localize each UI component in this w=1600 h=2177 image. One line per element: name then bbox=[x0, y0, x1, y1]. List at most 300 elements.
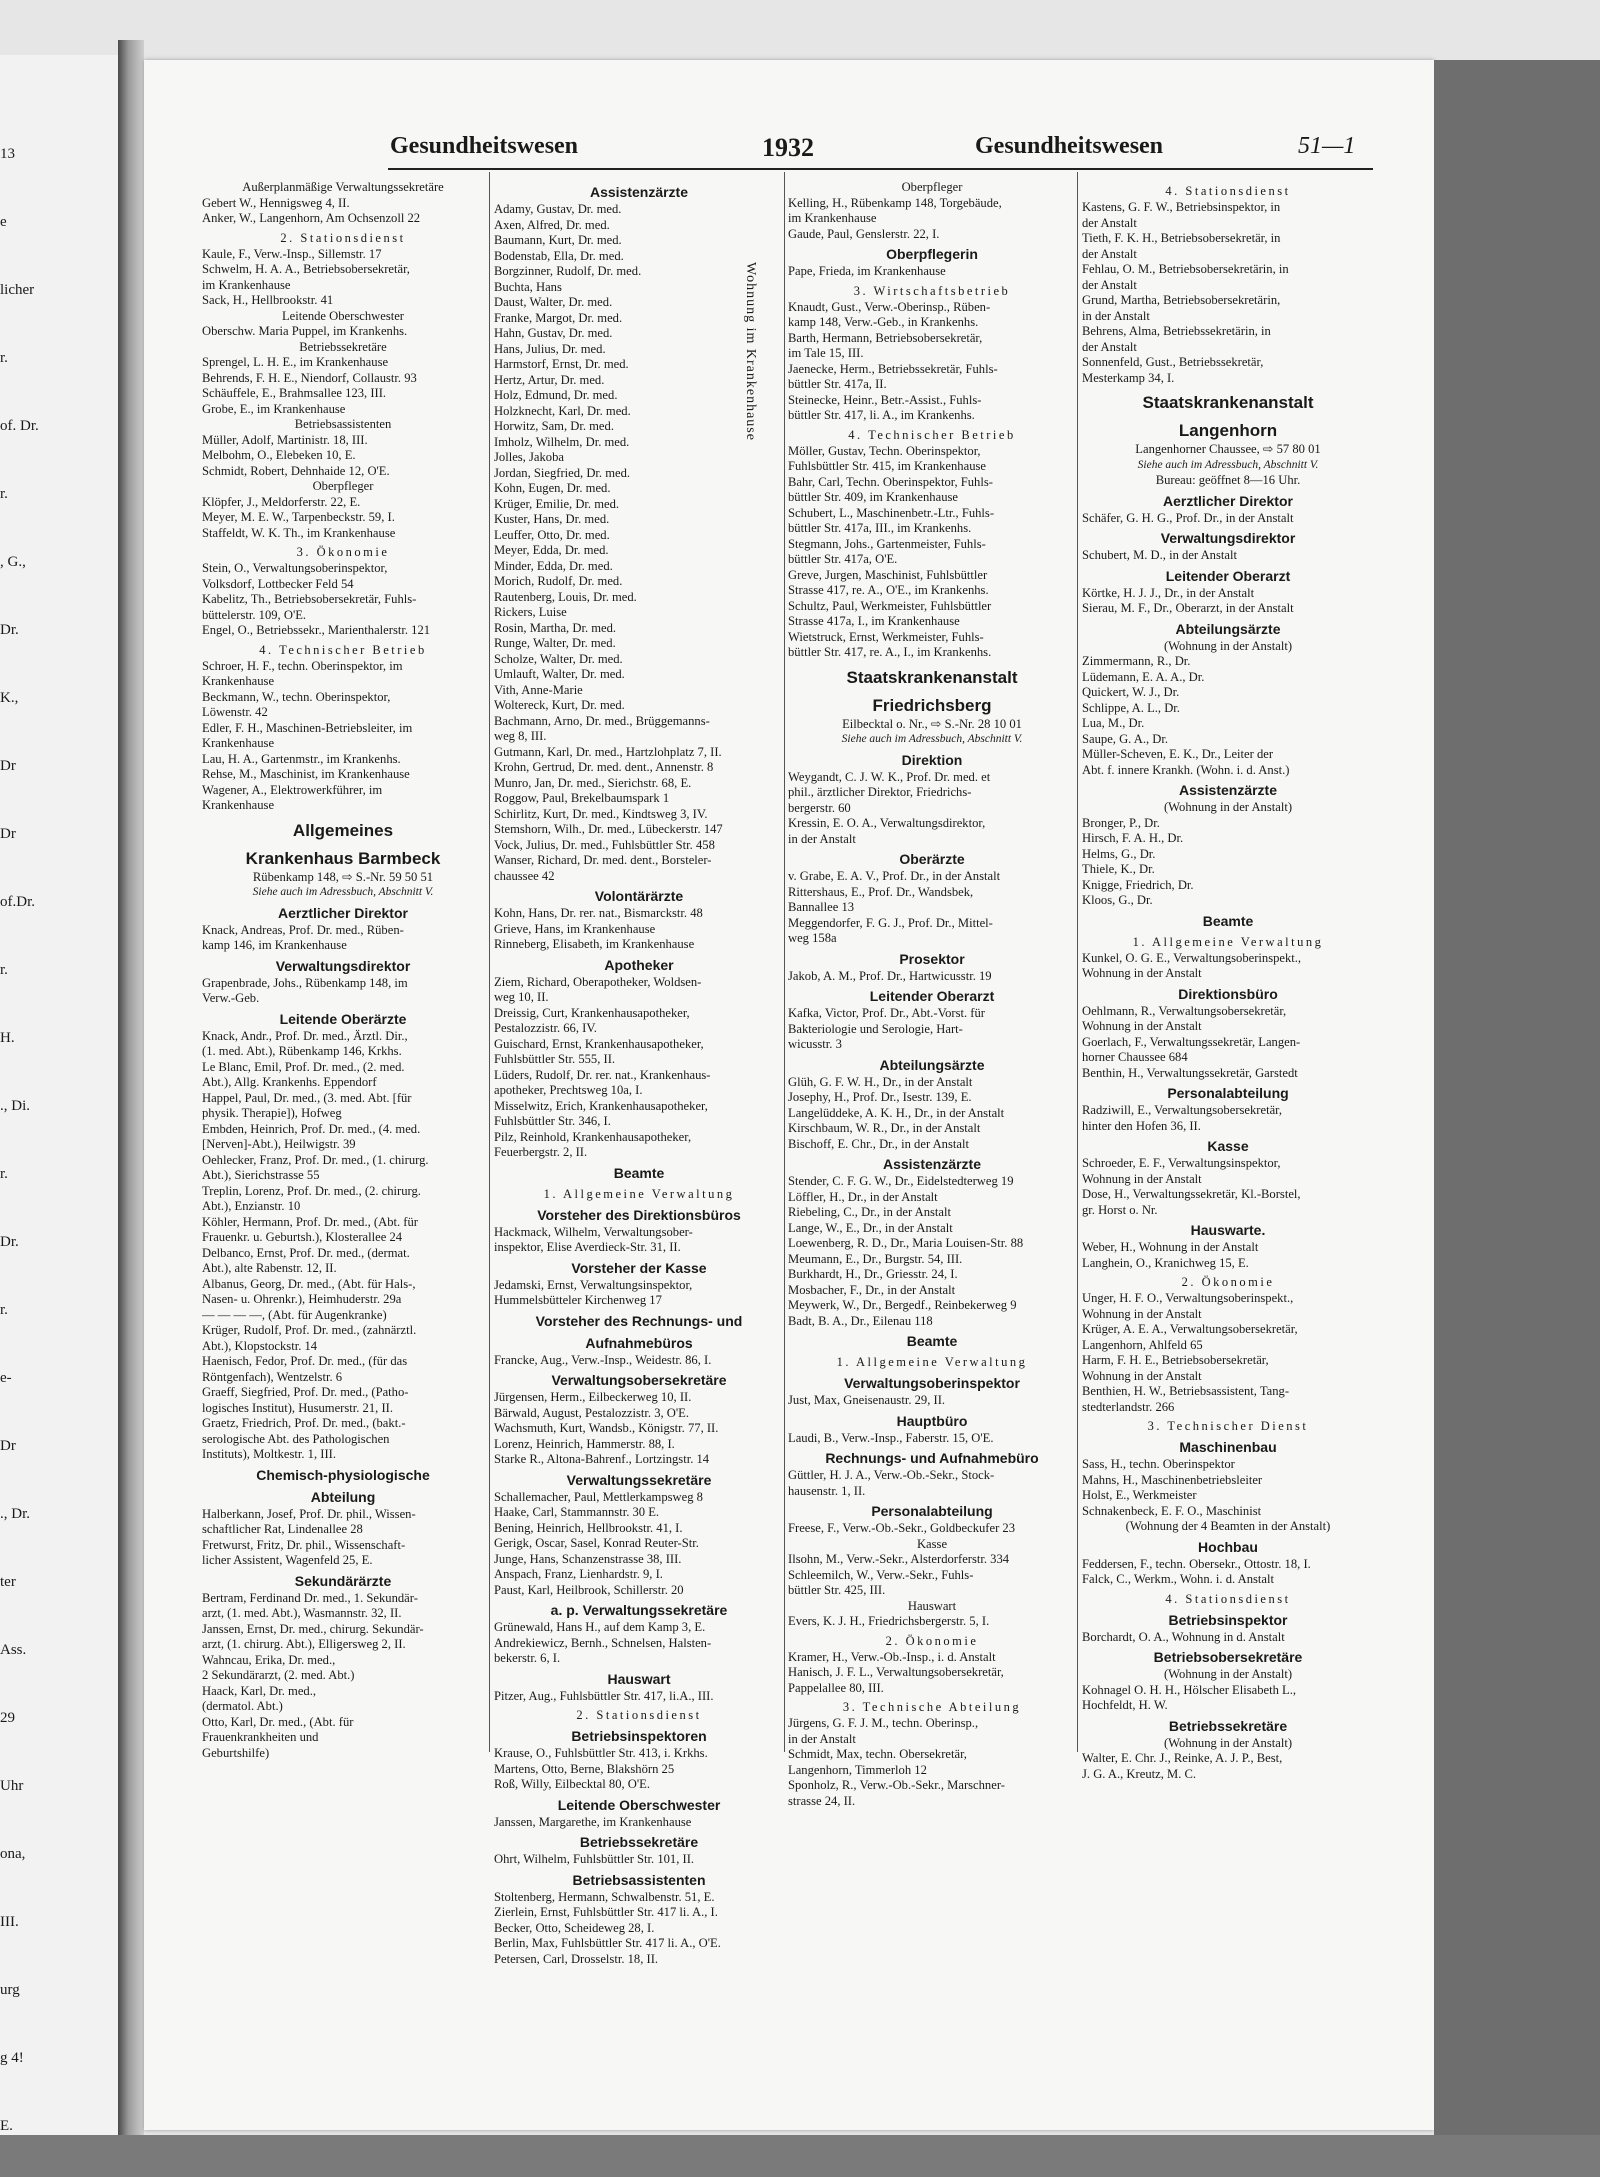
list-entry: licher Assistent, Wagenfeld 25, E. bbox=[202, 1553, 373, 1567]
institution-title: Allgemeines bbox=[292, 820, 394, 840]
list-entry: Halberkann, Josef, Prof. Dr. phil., Wissen- bbox=[202, 1506, 416, 1521]
list-entry: Instituts), Moltkestr. 1, III. bbox=[202, 1447, 336, 1461]
left-page-text: Ass. bbox=[0, 1642, 27, 1658]
list-entry: Meyer, M. E. W., Tarpenbeckstr. 59, I. bbox=[202, 510, 395, 524]
list-entry: stedterlandstr. 266 bbox=[1082, 1399, 1175, 1414]
list-entry: Umlauft, Walter, Dr. med. bbox=[494, 667, 625, 681]
list-entry: Gebert W., Hennigsweg 4, II. bbox=[202, 195, 350, 210]
subsection-heading: Siehe auch im Adressbuch, Abschnitt V. bbox=[841, 733, 1023, 745]
list-entry: Janssen, Ernst, Dr. med., chirurg. Sekundär- bbox=[202, 1621, 424, 1636]
list-entry: Bronger, P., Dr. bbox=[1082, 815, 1160, 830]
subsection-heading: Siehe auch im Adressbuch, Abschnitt V. bbox=[252, 886, 434, 898]
list-entry: in der Anstalt bbox=[1082, 308, 1150, 323]
list-entry: Kuster, Hans, Dr. med. bbox=[494, 512, 610, 526]
list-entry: Ilsohn, M., Verw.-Sekr., Alsterdorferstr. 334 bbox=[788, 1552, 1010, 1566]
section-heading: Hauswarte. bbox=[1190, 1222, 1266, 1238]
list-entry: Steinecke, Heinr., Betr.-Assist., Fuhls- bbox=[788, 392, 982, 407]
list-entry: Adamy, Gustav, Dr. med. bbox=[494, 202, 622, 216]
left-page-text: e bbox=[0, 214, 7, 230]
list-entry: büttler Str. 417, re. A., I., im Krankenhs. bbox=[788, 645, 992, 659]
list-entry: Wanser, Richard, Dr. med. dent., Borsteler- bbox=[494, 853, 712, 867]
subsection-heading: (Wohnung in der Anstalt) bbox=[1163, 800, 1293, 814]
list-entry: Lüders, Rudolf, Dr. rer. nat., Krankenhaus- bbox=[494, 1067, 711, 1082]
list-entry: Jaenecke, Herm., Betriebssekretär, Fuhls- bbox=[788, 361, 998, 376]
list-entry: Stender, C. F. G. W., Dr., Eidelstedterweg 19 bbox=[788, 1174, 1014, 1188]
subsection-heading: 1. Allgemeine Verwaltung bbox=[1132, 934, 1324, 949]
list-entry: Schroer, H. F., techn. Oberinspektor, im bbox=[202, 658, 403, 673]
list-entry: kamp 148, Verw.-Geb., in Krankenhs. bbox=[788, 315, 979, 329]
list-entry: Thiele, K., Dr. bbox=[1082, 862, 1155, 876]
list-entry: Francke, Aug., Verw.-Insp., Weidestr. 86, I. bbox=[494, 1352, 712, 1367]
list-entry: Janssen, Margarethe, im Krankenhause bbox=[494, 1814, 692, 1829]
list-entry: (1. med. Abt.), Rübenkamp 146, Krkhs. bbox=[202, 1044, 402, 1058]
subsection-heading: 4. Technischer Betrieb bbox=[848, 427, 1016, 442]
left-page-text: 29 bbox=[0, 1710, 15, 1726]
list-entry: Buchta, Hans bbox=[494, 279, 562, 294]
left-page-text: r. bbox=[0, 350, 8, 366]
list-entry: Wohnung in der Anstalt bbox=[1082, 1171, 1202, 1186]
institution-title: Staatskrankenanstalt bbox=[1142, 393, 1314, 412]
list-entry: Laudi, B., Verw.-Insp., Faberstr. 15, O'E. bbox=[788, 1430, 994, 1445]
list-entry: bekerstr. 6, I. bbox=[494, 1651, 561, 1665]
list-entry: Knaudt, Gust., Verw.-Oberinsp., Rüben- bbox=[788, 299, 991, 314]
list-entry: Weber, H., Wohnung in der Anstalt bbox=[1082, 1240, 1259, 1254]
subsection-heading: (Wohnung in der Anstalt) bbox=[1163, 1667, 1293, 1681]
list-entry: weg 10, II. bbox=[494, 990, 549, 1004]
list-entry: v. Grabe, E. A. V., Prof. Dr., in der Anstalt bbox=[788, 869, 1001, 883]
list-entry: Hertz, Artur, Dr. med. bbox=[494, 372, 605, 387]
list-entry: Saupe, G. A., Dr. bbox=[1082, 731, 1169, 746]
list-entry: büttler Str. 425, III. bbox=[788, 1583, 886, 1597]
list-entry: Pitzer, Aug., Fuhlsbüttler Str. 417, li.A., III. bbox=[494, 1688, 714, 1703]
list-entry: Kressin, E. O. A., Verwaltungsdirektor, bbox=[788, 816, 986, 830]
left-page-text: K., bbox=[0, 690, 19, 706]
list-entry: Horwitz, Sam, Dr. med. bbox=[494, 419, 614, 433]
list-entry: Haenisch, Fedor, Prof. Dr. med., (für das bbox=[202, 1354, 408, 1368]
list-entry: Wagener, A., Elektrowerkführer, im bbox=[202, 782, 383, 797]
list-entry: Holzknecht, Karl, Dr. med. bbox=[494, 403, 631, 418]
list-entry: Möller, Gustav, Techn. Oberinspektor, bbox=[788, 443, 981, 458]
list-entry: im Tale 15, III. bbox=[788, 346, 864, 360]
list-entry: Tieth, F. K. H., Betriebsobersekretär, in bbox=[1082, 231, 1281, 245]
list-entry: Gutmann, Karl, Dr. med., Hartzlohplatz 7, II. bbox=[494, 744, 722, 759]
list-entry: Happel, Paul, Dr. med., (3. med. Abt. [für bbox=[202, 1090, 412, 1105]
list-entry: Stein, O., Verwaltungsoberinspektor, bbox=[202, 561, 388, 575]
list-entry: in der Anstalt bbox=[788, 831, 856, 846]
list-entry: Anker, W., Langenhorn, Am Ochsenzoll 22 bbox=[202, 211, 421, 225]
list-entry: Le Blanc, Emil, Prof. Dr. med., (2. med. bbox=[202, 1059, 405, 1074]
section-heading: Hauswart bbox=[607, 1670, 671, 1687]
list-entry: Paust, Karl, Heilbrook, Schillerstr. 20 bbox=[494, 1582, 684, 1597]
list-entry: Benthin, H., Verwaltungssekretär, Garstedt bbox=[1082, 1065, 1298, 1080]
list-entry: Falck, C., Werkm., Wohn. i. d. Anstalt bbox=[1082, 1572, 1275, 1586]
list-entry: Jürgensen, Herm., Eilbeckerweg 10, II. bbox=[494, 1390, 692, 1404]
section-heading: Chemisch-physiologische bbox=[256, 1466, 430, 1483]
list-entry: Wietstruck, Ernst, Werkmeister, Fuhls- bbox=[788, 629, 984, 644]
list-entry: Knack, Andr., Prof. Dr. med., Ärztl. Dir., bbox=[202, 1028, 408, 1043]
section-heading: Prosektor bbox=[899, 950, 965, 967]
page-header bbox=[390, 133, 1370, 169]
section-heading: Verwaltungsobersekretäre bbox=[551, 1372, 727, 1388]
section-heading: Hauptbüro bbox=[896, 1412, 968, 1429]
list-entry: hinter den Hofen 36, II. bbox=[1082, 1118, 1201, 1133]
book-gutter bbox=[118, 40, 144, 2150]
list-entry: Sierau, M. F., Dr., Oberarzt, in der Anstalt bbox=[1082, 601, 1294, 615]
section-heading: Aerztlicher Direktor bbox=[278, 904, 408, 921]
left-page-text: Dr. bbox=[0, 622, 19, 638]
list-entry: Treplin, Lorenz, Prof. Dr. med., (2. chirurg. bbox=[202, 1183, 421, 1198]
list-entry: Geburtshilfe) bbox=[202, 1745, 270, 1760]
list-entry: Mosbacher, F., Dr., in der Anstalt bbox=[788, 1282, 956, 1297]
section-heading: Vorsteher des Rechnungs- und bbox=[535, 1312, 743, 1329]
list-entry: kamp 146, im Krankenhause bbox=[202, 938, 347, 952]
list-entry: Embden, Heinrich, Prof. Dr. med., (4. med. bbox=[202, 1121, 421, 1136]
list-entry: Müller, Adolf, Martinistr. 18, III. bbox=[202, 432, 368, 447]
list-entry: Schäuffele, E., Brahmsallee 123, III. bbox=[202, 386, 387, 400]
list-entry: Wohnung in der Anstalt bbox=[1082, 1368, 1202, 1383]
list-entry: Langenhorn, Ahlfeld 65 bbox=[1082, 1337, 1203, 1352]
column-3 bbox=[788, 180, 1076, 1809]
section-heading: Verwaltungsdirektor bbox=[1160, 530, 1296, 546]
list-entry: Rickers, Luise bbox=[494, 605, 567, 619]
list-entry: Schubert, M. D., in der Anstalt bbox=[1082, 548, 1237, 562]
list-entry: wicusstr. 3 bbox=[788, 1037, 842, 1051]
list-entry: Schroeder, E. F., Verwaltungsinspektor, bbox=[1082, 1156, 1281, 1170]
section-heading: Verwaltungsdirektor bbox=[275, 957, 411, 974]
subsection-heading: Langenhorner Chaussee, ⇨ 57 80 01 bbox=[1135, 442, 1321, 456]
list-entry: Jürgens, G. F. J. M., techn. Oberinsp., bbox=[788, 1716, 979, 1730]
subsection-heading: 3. Wirtschaftsbetrieb bbox=[853, 283, 1011, 298]
header-year: 1932 bbox=[762, 133, 814, 162]
left-page-text: H. bbox=[0, 1030, 15, 1046]
list-entry: Burkhardt, H., Dr., Griesstr. 24, I. bbox=[788, 1267, 958, 1281]
list-entry: Rosin, Martha, Dr. med. bbox=[494, 620, 617, 635]
list-entry: Frauenkrankheiten und bbox=[202, 1730, 319, 1744]
scan-border-bottom bbox=[0, 2135, 1600, 2177]
left-page-text: r. bbox=[0, 1166, 8, 1182]
list-entry: Kohn, Eugen, Dr. med. bbox=[494, 481, 611, 495]
left-page-text: of.Dr. bbox=[0, 894, 35, 910]
list-entry: Meggendorfer, F. G. J., Prof. Dr., Mittel- bbox=[788, 915, 993, 930]
list-entry: Kabelitz, Th., Betriebsobersekretär, Fuhls- bbox=[202, 592, 417, 606]
left-page-text: ter bbox=[0, 1574, 16, 1590]
list-entry: Gaude, Paul, Genslerstr. 22, I. bbox=[788, 226, 940, 241]
section-heading: Assistenzärzte bbox=[1178, 782, 1278, 798]
list-entry: Lange, W., E., Dr., in der Anstalt bbox=[788, 1220, 953, 1235]
list-entry: apotheker, Prechtsweg 10a, I. bbox=[494, 1083, 643, 1097]
section-heading: Leitender Oberarzt bbox=[869, 988, 995, 1004]
subsection-heading: Betriebsassistenten bbox=[294, 417, 392, 431]
subsection-heading: Leitende Oberschwester bbox=[281, 308, 405, 323]
list-entry: Sass, H., techn. Oberinspektor bbox=[1082, 1457, 1235, 1471]
list-entry: Josephy, H., Prof. Dr., Isestr. 139, E. bbox=[788, 1090, 972, 1104]
list-entry: Sack, H., Hellbrookstr. 41 bbox=[202, 293, 334, 307]
list-entry: Sonnenfeld, Gust., Betriebssekretär, bbox=[1082, 355, 1264, 369]
list-entry: Körtke, H. J. J., Dr., in der Anstalt bbox=[1082, 585, 1255, 600]
list-entry: Haake, Carl, Stammannstr. 30 E. bbox=[494, 1505, 660, 1519]
list-entry: Radziwill, E., Verwaltungsobersekretär, bbox=[1082, 1103, 1283, 1117]
list-entry: Hans, Julius, Dr. med. bbox=[494, 341, 606, 356]
list-entry: Strasse 417, re. A., O'E., im Krankenhs. bbox=[788, 583, 989, 597]
list-entry: Fretwurst, Fritz, Dr. phil., Wissenschaft- bbox=[202, 1537, 406, 1552]
subsection-heading: 1. Allgemeine Verwaltung bbox=[543, 1186, 735, 1201]
list-entry: Albanus, Georg, Dr. med., (Abt. für Hals-, bbox=[202, 1276, 416, 1291]
subsection-heading: Hauswart bbox=[907, 1598, 957, 1613]
section-heading: Vorsteher der Kasse bbox=[571, 1259, 707, 1276]
subsection-heading: Oberpfleger bbox=[312, 479, 374, 493]
institution-title: Langenhorn bbox=[1178, 421, 1278, 440]
list-entry: Rautenberg, Louis, Dr. med. bbox=[494, 589, 637, 604]
list-entry: Zimmermann, R., Dr. bbox=[1082, 654, 1191, 668]
list-entry: Dose, H., Verwaltungssekretär, Kl.-Borstel, bbox=[1082, 1187, 1301, 1201]
list-entry: Badt, B. A., Dr., Eilenau 118 bbox=[788, 1313, 933, 1328]
list-entry: Bening, Heinrich, Hellbrookstr. 41, I. bbox=[494, 1520, 683, 1535]
list-entry: Holz, Edmund, Dr. med. bbox=[494, 388, 618, 402]
subsection-heading: 3. Ökonomie bbox=[296, 545, 390, 559]
institution-title: Staatskrankenanstalt bbox=[846, 667, 1018, 687]
section-heading: Leitende Oberschwester bbox=[557, 1796, 721, 1813]
section-heading: Oberärzte bbox=[899, 851, 965, 867]
list-entry: gr. Horst o. Nr. bbox=[1082, 1202, 1158, 1217]
list-entry: Harm, F. H. E., Betriebsobersekretär, bbox=[1082, 1353, 1269, 1367]
list-entry: Munro, Jan, Dr. med., Sierichstr. 68, E. bbox=[494, 775, 692, 790]
left-page-text: III. bbox=[0, 1914, 19, 1930]
section-heading: Personalabteilung bbox=[1167, 1085, 1289, 1101]
section-heading: Maschinenbau bbox=[1179, 1439, 1277, 1455]
list-entry: Zierlein, Ernst, Fuhlsbüttler Str. 417 li. A., I. bbox=[494, 1905, 718, 1919]
section-heading: Leitende Oberärzte bbox=[279, 1010, 407, 1027]
list-entry: Dreissig, Curt, Krankenhausapotheker, bbox=[494, 1005, 690, 1020]
list-entry: Kelling, H., Rübenkamp 148, Torgebäude, bbox=[788, 195, 1002, 210]
list-entry: Grobe, E., im Krankenhause bbox=[202, 401, 346, 416]
list-entry: Lüdemann, E. A. A., Dr. bbox=[1082, 669, 1205, 684]
list-entry: Schnakenbeck, E. F. O., Maschinist bbox=[1082, 1503, 1262, 1518]
header-left-title: Gesundheitswesen bbox=[390, 133, 579, 159]
list-entry: [Nerven]-Abt.), Heilwigstr. 39 bbox=[202, 1137, 356, 1151]
list-entry: Nasen- u. Ohrenkr.), Heimhuderstr. 29a bbox=[202, 1292, 402, 1306]
left-page-text: r. bbox=[0, 962, 8, 978]
section-heading: a. p. Verwaltungssekretäre bbox=[550, 1602, 728, 1618]
list-entry: Roß, Willy, Eilbecktal 80, O'E. bbox=[494, 1777, 651, 1791]
subsection-heading: (Wohnung in der Anstalt) bbox=[1163, 638, 1293, 653]
subsection-heading: 3. Technische Abteilung bbox=[842, 1700, 1022, 1714]
list-entry: Meywerk, W., Dr., Bergedf., Reinbekerweg 9 bbox=[788, 1298, 1017, 1312]
subsection-heading: Außerplanmäßige Verwaltungssekretäre bbox=[242, 180, 444, 194]
list-entry: Melbohm, O., Elebeken 10, E. bbox=[202, 448, 356, 462]
list-entry: Leuffer, Otto, Dr. med. bbox=[494, 527, 610, 542]
section-heading: Verwaltungssekretäre bbox=[566, 1471, 712, 1488]
list-entry: Holst, E., Werkmeister bbox=[1082, 1488, 1197, 1502]
list-entry: Krüger, Rudolf, Prof. Dr. med., (zahnärztl. bbox=[202, 1323, 417, 1337]
section-heading: Abteilungsärzte bbox=[879, 1056, 985, 1073]
list-entry: Langenhorn, Timmerloh 12 bbox=[788, 1762, 927, 1777]
list-entry: Kohnagel O. H. H., Hölscher Elisabeth L., bbox=[1082, 1682, 1297, 1697]
list-entry: Runge, Walter, Dr. med. bbox=[494, 636, 616, 650]
left-page-text: 13 bbox=[0, 146, 15, 162]
section-heading: Apotheker bbox=[604, 956, 674, 973]
list-entry: Quickert, W. J., Dr. bbox=[1082, 685, 1180, 699]
list-entry: Schwelm, H. A. A., Betriebsobersekretär, bbox=[202, 262, 410, 276]
list-entry: der Anstalt bbox=[1082, 246, 1137, 261]
left-page-text: e- bbox=[0, 1370, 12, 1386]
subsection-heading: 3. Technischer Dienst bbox=[1147, 1419, 1309, 1433]
subsection-heading: Bureau: geöffnet 8—16 Uhr. bbox=[1155, 473, 1301, 487]
list-entry: Krankenhause bbox=[202, 674, 275, 688]
list-entry: Pilz, Reinhold, Krankenhausapotheker, bbox=[494, 1129, 692, 1144]
left-page-text: Dr bbox=[0, 826, 16, 842]
list-entry: Haack, Karl, Dr. med., bbox=[202, 1683, 317, 1698]
list-entry: Borchardt, O. A., Wohnung in d. Anstalt bbox=[1082, 1629, 1285, 1644]
list-entry: Staffeldt, W. K. Th., im Krankenhause bbox=[202, 525, 396, 540]
list-entry: Riebeling, C., Dr., in der Anstalt bbox=[788, 1205, 952, 1219]
list-entry: — — — —, (Abt. für Augenkranke) bbox=[202, 1307, 387, 1322]
list-entry: Kastens, G. F. W., Betriebsinspektor, in bbox=[1082, 200, 1281, 214]
page-number: 51—1 bbox=[1298, 133, 1356, 159]
list-entry: Bahr, Carl, Techn. Oberinspektor, Fuhls- bbox=[788, 474, 993, 489]
list-entry: Schirlitz, Kurt, Dr. med., Kindtsweg 3, IV. bbox=[494, 806, 708, 821]
column-divider bbox=[489, 172, 490, 1752]
list-entry: Frauenkr. u. Geburtsh.), Klosterallee 24 bbox=[202, 1230, 403, 1244]
subsection-heading: (Wohnung der 4 Beamten in der Anstalt) bbox=[1125, 1519, 1331, 1533]
list-entry: Feddersen, F., techn. Obersekr., Ottostr. 18, I. bbox=[1082, 1556, 1311, 1571]
subsection-heading: Rübenkamp 148, ⇨ S.-Nr. 59 50 51 bbox=[252, 869, 434, 884]
list-entry: logisches Institut), Husumerstr. 21, II. bbox=[202, 1400, 393, 1415]
list-entry: serologische Abt. des Pathologischen bbox=[202, 1431, 390, 1446]
list-entry: im Krankenhause bbox=[202, 277, 291, 292]
list-entry: Meyer, Edda, Dr. med. bbox=[494, 543, 609, 557]
list-entry: Hanisch, J. F. L., Verwaltungsobersekretär, bbox=[788, 1665, 1004, 1679]
list-entry: Rehse, M., Maschinist, im Krankenhause bbox=[202, 767, 410, 781]
list-entry: Goerlach, F., Verwaltungssekretär, Langen- bbox=[1082, 1034, 1301, 1049]
list-entry: Andrekiewicz, Bernh., Schnelsen, Halsten- bbox=[494, 1635, 712, 1650]
section-heading: Aerztlicher Direktor bbox=[1163, 492, 1293, 509]
section-heading: Direktionsbüro bbox=[1178, 985, 1278, 1002]
list-entry: Beckmann, W., techn. Oberinspektor, bbox=[202, 689, 391, 704]
list-entry: Franke, Margot, Dr. med. bbox=[494, 310, 623, 325]
list-entry: chaussee 42 bbox=[494, 868, 555, 883]
list-entry: Ohrt, Wilhelm, Fuhlsbüttler Str. 101, II. bbox=[494, 1852, 695, 1866]
list-entry: Schmidt, Robert, Dehnhaide 12, O'E. bbox=[202, 463, 390, 478]
list-entry: (dermatol. Abt.) bbox=[202, 1699, 283, 1713]
list-entry: Pape, Frieda, im Krankenhause bbox=[788, 264, 946, 278]
list-entry: Langelüddeke, A. K. H., Dr., in der Anstalt bbox=[788, 1105, 1005, 1120]
list-entry: Kafka, Victor, Prof. Dr., Abt.-Vorst. für bbox=[788, 1006, 985, 1020]
section-heading: Rechnungs- und Aufnahmebüro bbox=[825, 1450, 1039, 1466]
list-entry: Krause, O., Fuhlsbüttler Str. 413, i. Krkhs. bbox=[494, 1746, 708, 1760]
list-entry: der Anstalt bbox=[1082, 215, 1137, 230]
list-entry: Misselwitz, Erich, Krankenhausapotheker, bbox=[494, 1098, 708, 1113]
list-entry: Schultz, Paul, Werkmeister, Fuhlsbüttler bbox=[788, 598, 992, 613]
list-entry: büttler Str. 417a, III., im Krankenhs. bbox=[788, 521, 972, 535]
section-heading: Assistenzärzte bbox=[589, 184, 689, 200]
list-entry: Langhein, O., Kranichweg 15, E. bbox=[1082, 1255, 1249, 1270]
list-entry: Benthien, H. W., Betriebsassistent, Tang- bbox=[1082, 1384, 1290, 1398]
list-entry: Kirschbaum, W. R., Dr., in der Anstalt bbox=[788, 1121, 981, 1135]
list-entry: arzt, (1. chirurg. Abt.), Elligersweg 2, II. bbox=[202, 1637, 406, 1651]
left-page-text: E. bbox=[0, 2118, 13, 2134]
section-heading: Kasse bbox=[1207, 1138, 1249, 1154]
list-entry: Köhler, Hermann, Prof. Dr. med., (Abt. für bbox=[202, 1214, 418, 1229]
list-entry: Wohnung in der Anstalt bbox=[1082, 1306, 1202, 1321]
list-entry: Morich, Rudolf, Dr. med. bbox=[494, 574, 623, 588]
list-entry: Roggow, Paul, Brekelbaumspark 1 bbox=[494, 791, 670, 805]
list-entry: Röntgenfach), Wentzelstr. 6 bbox=[202, 1369, 343, 1384]
list-entry: Walter, E. Chr. J., Reinke, A. J. P., Best, bbox=[1082, 1751, 1283, 1765]
left-page-text: r. bbox=[0, 1302, 8, 1318]
list-entry: Kohn, Hans, Dr. rer. nat., Bismarckstr. 48 bbox=[494, 906, 703, 920]
list-entry: Kramer, H., Verw.-Ob.-Insp., i. d. Anstalt bbox=[788, 1649, 996, 1664]
list-entry: inspektor, Elise Averdieck-Str. 31, II. bbox=[494, 1240, 681, 1254]
list-entry: Krankenhause bbox=[202, 736, 275, 750]
list-entry: der Anstalt bbox=[1082, 339, 1137, 354]
subsection-heading: 2. Stationsdienst bbox=[280, 230, 406, 245]
list-entry: Graetz, Friedrich, Prof. Dr. med., (bakt.- bbox=[202, 1416, 406, 1430]
left-page-text: r. bbox=[0, 486, 8, 502]
list-entry: Starke R., Altona-Bahrenf., Lortzingstr. 14 bbox=[494, 1452, 710, 1466]
left-page-text: Dr bbox=[0, 758, 16, 774]
list-entry: Abt.), Klopstockstr. 14 bbox=[202, 1338, 318, 1353]
list-entry: Vock, Julius, Dr. med., Fuhlsbüttler Str. 458 bbox=[494, 837, 715, 852]
list-entry: Delbanco, Ernst, Prof. Dr. med., (dermat. bbox=[202, 1245, 410, 1260]
list-entry: Schallemacher, Paul, Mettlerkampsweg 8 bbox=[494, 1489, 703, 1504]
left-page-text: Uhr bbox=[0, 1778, 24, 1794]
list-entry: phil., ärztlicher Direktor, Friedrichs- bbox=[788, 785, 972, 799]
list-entry: Grünewald, Hans H., auf dem Kamp 3, E. bbox=[494, 1620, 706, 1634]
list-entry: Freese, F., Verw.-Ob.-Sekr., Goldbeckufer 23 bbox=[788, 1521, 1016, 1535]
list-entry: J. G. A., Kreutz, M. C. bbox=[1082, 1766, 1197, 1781]
margin-note-text: Wohnung im Krankenhause bbox=[743, 262, 758, 441]
list-entry: horner Chaussee 684 bbox=[1082, 1050, 1188, 1064]
list-entry: Bachmann, Arno, Dr. med., Brüggemanns- bbox=[494, 713, 710, 728]
list-entry: Becker, Otto, Scheideweg 28, I. bbox=[494, 1920, 655, 1935]
list-entry: Bodenstab, Ella, Dr. med. bbox=[494, 248, 624, 263]
list-entry: Jordan, Siegfried, Dr. med. bbox=[494, 465, 631, 480]
list-entry: Kunkel, O. G. E., Verwaltungsoberinspekt., bbox=[1082, 950, 1302, 965]
section-heading: Betriebsinspektor bbox=[1168, 1611, 1288, 1628]
list-entry: Rinneberg, Elisabeth, im Krankenhause bbox=[494, 937, 695, 951]
margin-note bbox=[740, 262, 760, 662]
list-entry: Weygandt, C. J. W. K., Prof. Dr. med. et bbox=[788, 769, 991, 784]
list-entry: Behrends, F. H. E., Niendorf, Collaustr. 93 bbox=[202, 370, 417, 385]
list-entry: büttler Str. 409, im Krankenhause bbox=[788, 490, 958, 504]
list-entry: Junge, Hans, Schanzenstrasse 38, III. bbox=[494, 1551, 682, 1566]
list-entry: Müller-Scheven, E. K., Dr., Leiter der bbox=[1082, 747, 1274, 761]
left-page-text: g 4! bbox=[0, 2050, 24, 2066]
section-heading: Assistenzärzte bbox=[882, 1156, 982, 1172]
list-entry: büttelerstr. 109, O'E. bbox=[202, 607, 307, 622]
list-entry: Grieve, Hans, im Krankenhause bbox=[494, 921, 656, 936]
list-entry: Mahns, H., Maschinenbetriebsleiter bbox=[1082, 1472, 1263, 1487]
section-heading: Abteilungsärzte bbox=[1175, 620, 1281, 637]
subsection-heading: 2. Ökonomie bbox=[885, 1633, 979, 1648]
section-heading: Sekundärärzte bbox=[294, 1572, 392, 1589]
list-entry: Abt.), Allg. Krankenhs. Eppendorf bbox=[202, 1075, 377, 1089]
section-heading: Direktion bbox=[901, 751, 963, 768]
list-entry: Sprengel, L. H. E., im Krankenhause bbox=[202, 355, 389, 369]
list-entry: Stoltenberg, Hermann, Schwalbenstr. 51, E. bbox=[494, 1889, 715, 1904]
section-heading: Betriebsobersekretäre bbox=[1153, 1649, 1303, 1665]
list-entry: Knack, Andreas, Prof. Dr. med., Rüben- bbox=[202, 922, 404, 937]
list-entry: arzt, (1. med. Abt.), Wasmannstr. 32, II. bbox=[202, 1606, 402, 1620]
section-heading: Beamte bbox=[1202, 912, 1254, 929]
list-entry: Bischoff, E. Chr., Dr., in der Anstalt bbox=[788, 1136, 969, 1151]
list-entry: Stegmann, Johs., Gartenmeister, Fuhls- bbox=[788, 536, 986, 551]
list-entry: Güttler, H. J. A., Verw.-Ob.-Sekr., Stock- bbox=[788, 1468, 995, 1482]
list-entry: Helms, G., Dr. bbox=[1082, 846, 1156, 861]
list-entry: Fuhlsbüttler Str. 415, im Krankenhause bbox=[788, 459, 986, 473]
list-entry: Scholze, Walter, Dr. med. bbox=[494, 651, 623, 666]
section-heading: Verwaltungsoberinspektor bbox=[844, 1375, 1020, 1391]
